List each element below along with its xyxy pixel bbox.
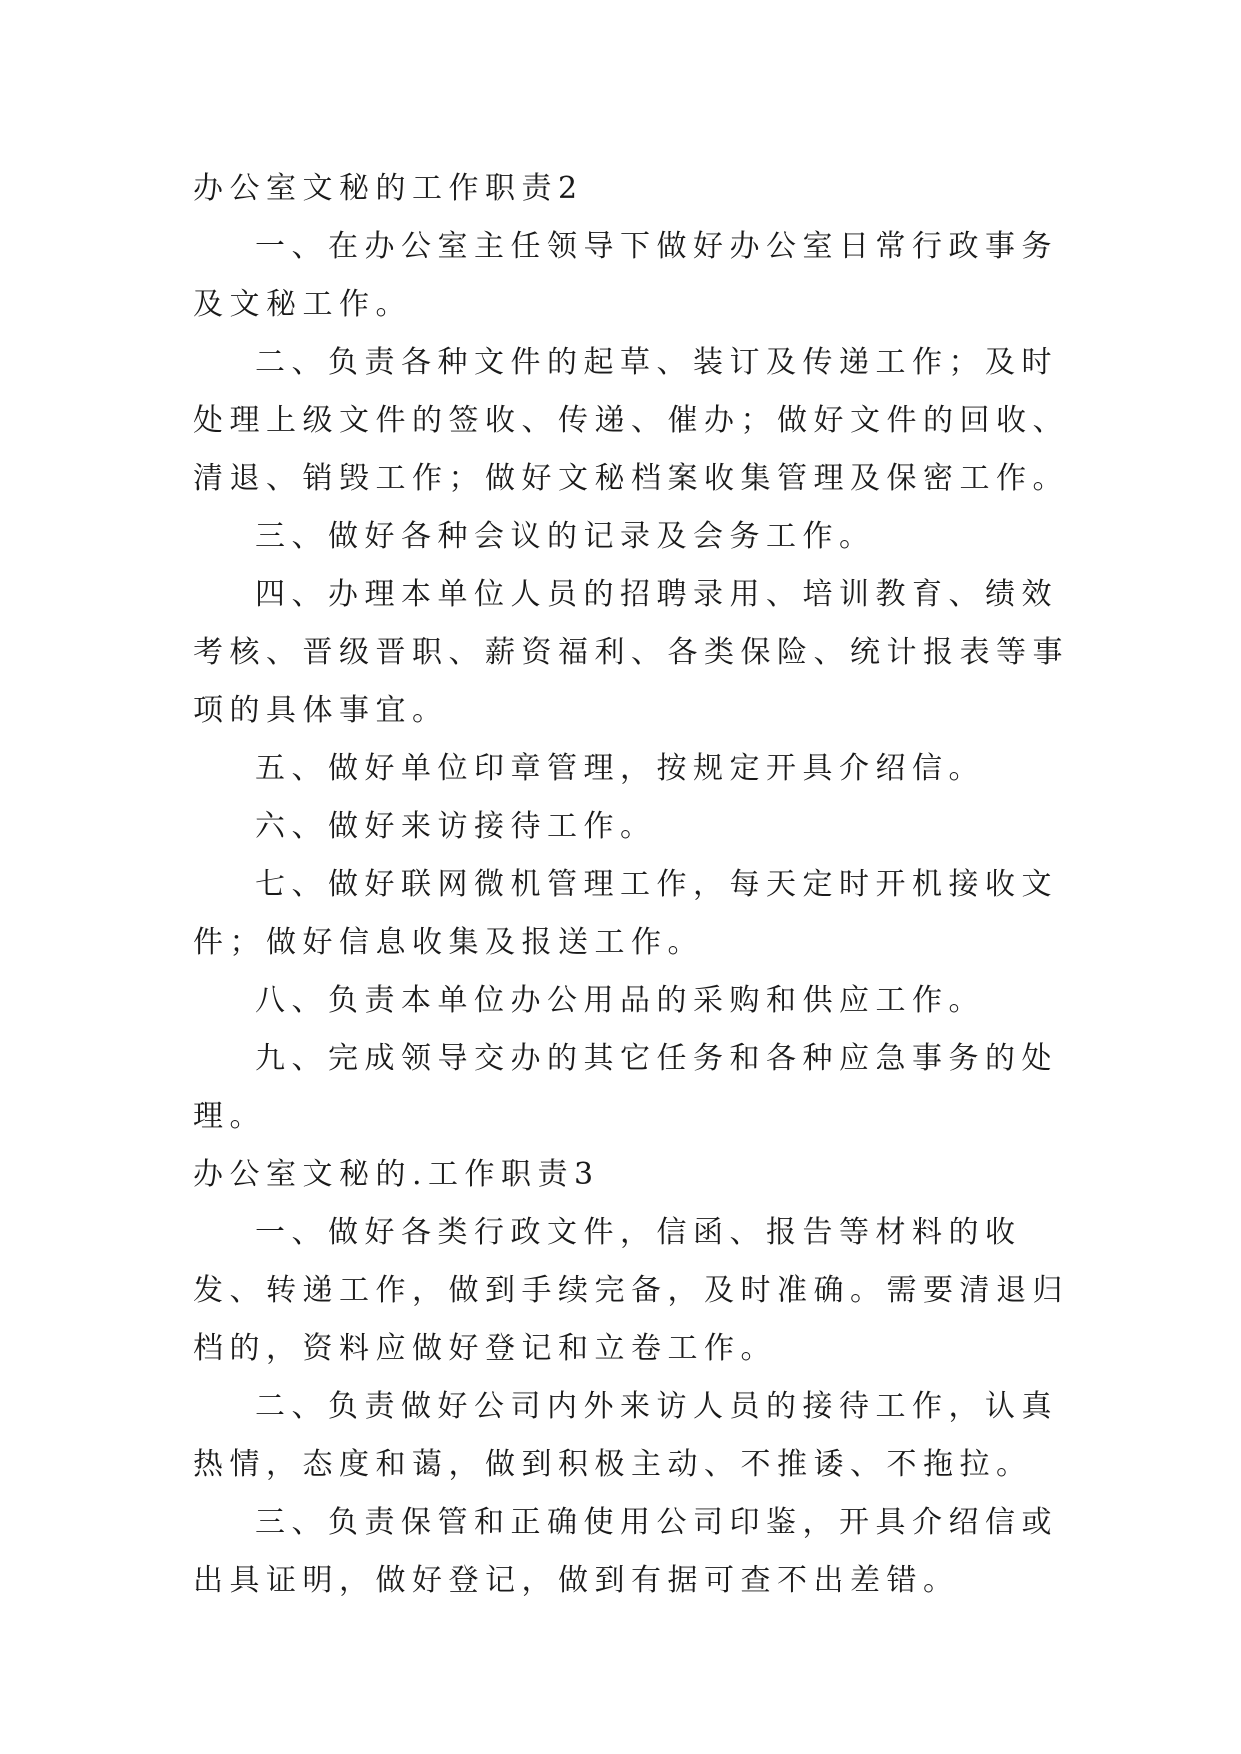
- section-heading: 办公室文秘的工作职责2: [193, 171, 584, 206]
- paragraph: 六、做好来访接待工作。: [255, 809, 657, 844]
- paragraph: 五、做好单位印章管理，按规定开具介绍信。: [255, 751, 985, 786]
- paragraph: 二、负责做好公司内外来访人员的接待工作，认真热情，态度和蔼，做到积极主动、不推诿、不拖拉。: [193, 1389, 1058, 1482]
- paragraph: 一、在办公室主任领导下做好办公室日常行政事务及文秘工作。: [193, 229, 1058, 322]
- paragraph: 一、做好各类行政文件，信函、报告等材料的收发、转递工作，做到手续完备，及时准确。需要清退归档的，资料应做好登记和立卷工作。: [193, 1215, 1069, 1366]
- section-heading: 办公室文秘的.工作职责3: [193, 1157, 600, 1192]
- paragraph: 二、负责各种文件的起草、装订及传递工作；及时处理上级文件的签收、传递、催办；做好文件的回收、清退、销毁工作；做好文秘档案收集管理及保密工作。: [193, 345, 1069, 496]
- paragraph: 九、完成领导交办的其它任务和各种应急事务的处理。: [193, 1041, 1058, 1134]
- paragraph: 七、做好联网微机管理工作，每天定时开机接收文件；做好信息收集及报送工作。: [193, 867, 1058, 960]
- document-body: [193, 160, 1069, 1610]
- paragraph: 三、负责保管和正确使用公司印鉴，开具介绍信或出具证明，做好登记，做到有据可查不出差错。: [193, 1505, 1058, 1598]
- paragraph: 四、办理本单位人员的招聘录用、培训教育、绩效考核、晋级晋职、薪资福利、各类保险、统计报表等事项的具体事宜。: [193, 577, 1069, 728]
- paragraph: 八、负责本单位办公用品的采购和供应工作。: [255, 983, 985, 1018]
- paragraph: 三、做好各种会议的记录及会务工作。: [255, 519, 876, 554]
